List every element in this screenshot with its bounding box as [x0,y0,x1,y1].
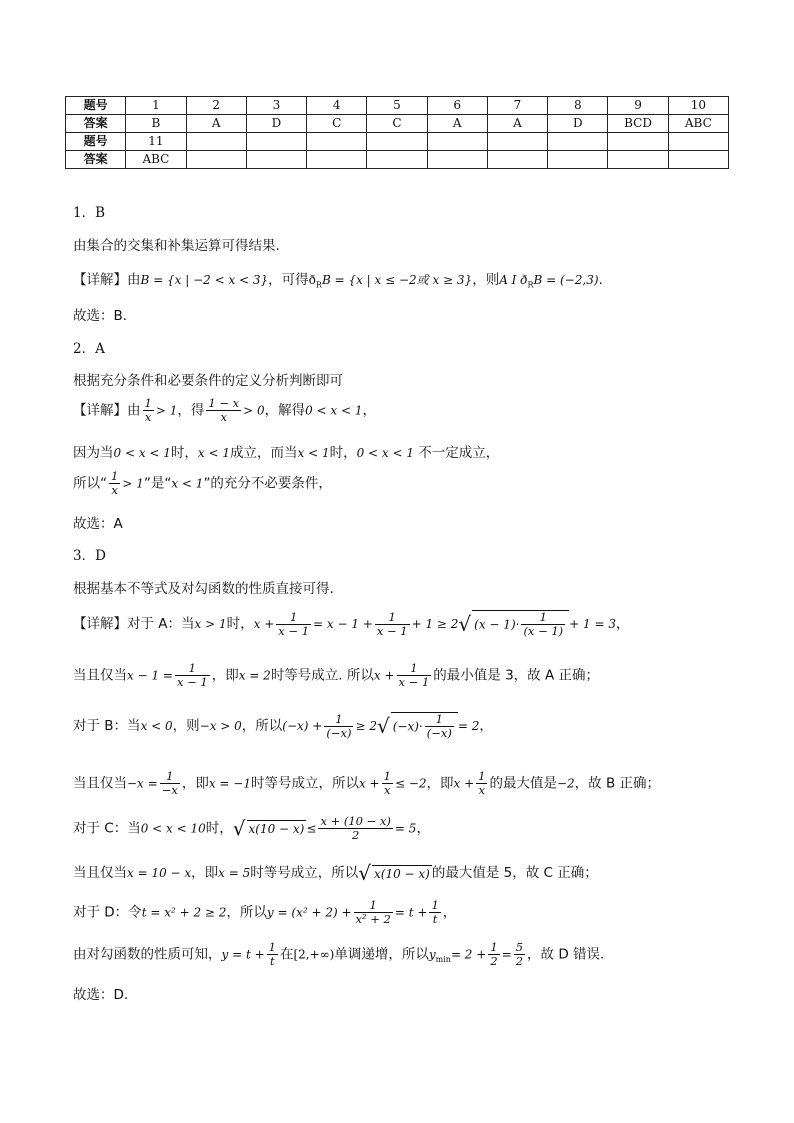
table-cell: B [126,115,186,133]
table-cell [548,151,608,169]
fraction [175,662,210,689]
math: x + [453,776,475,791]
q1-choose [73,304,136,324]
table-cell: A [186,115,246,133]
denominator: −x [161,783,178,797]
math: B = (−2,3) [533,273,599,287]
text: 时等号成立，所以 [250,865,359,881]
math: 0 < x < 10 [140,821,206,836]
q1-hint-text: 由集合的交集和补集运算可得结果. [73,238,280,254]
text: ，故 D 错误. [527,946,605,963]
sqrt-body [372,865,432,882]
q3-option-d-1 [73,899,456,926]
table-cell [246,151,306,169]
q3-option-a-1 [73,610,630,638]
table-cell: 8 [548,97,608,115]
table-cell: ABC [668,115,728,133]
q1-head-text: 1．B [73,205,106,221]
math: x = 2 [238,668,271,683]
numerator: x + (10 − x) [320,814,391,828]
fraction [143,397,154,424]
table-cell: 答案 [66,115,126,133]
fraction [324,713,353,740]
sqrt-icon: √ [358,861,372,885]
numerator: 1 [324,713,353,727]
text: 由对勾函数的性质可知， [73,946,222,963]
q3-hint-text: 根据基本不等式及对勾函数的性质直接可得. [73,581,334,597]
numerator: 1 [160,770,180,784]
table-cell [307,151,367,169]
q3-choose [73,983,128,1003]
numerator: 1 [144,396,152,410]
math: [2,+∞) [293,947,335,962]
table-cell: A [427,115,487,133]
fraction [429,899,440,926]
math: = 2 [457,719,480,733]
math: = 2 + [450,947,487,962]
table-cell [668,133,728,151]
math-sub: min [435,955,451,965]
math: 0 < x < 1 [356,446,414,460]
q3-hint [73,577,334,597]
table-cell: BCD [608,115,668,133]
math: x + [253,617,275,631]
q1-heading [73,201,105,221]
math: = x − 1 + [313,617,373,631]
numerator: 1 [383,769,391,783]
math: x(10 − x) [248,822,305,836]
fraction [514,941,525,968]
fraction [109,470,120,497]
text: ，所以 [241,718,283,734]
denominator: (−x) [326,725,352,740]
text: ， [362,402,377,419]
text: 时， [205,820,233,837]
table-cell: C [307,115,367,133]
math: + 1 = 3 [569,617,616,631]
text: ，则 [472,272,500,288]
table-cell: 题号 [66,97,126,115]
table-cell [186,133,246,151]
q3-option-d-2 [73,941,604,968]
fraction [276,611,311,638]
q3-option-c-1 [73,815,430,842]
q3-option-b-2 [73,770,660,797]
fraction [488,941,499,968]
denominator: x − 1 [278,623,310,638]
math: x = −1 [208,776,251,791]
text: 时， [329,445,357,461]
denominator: x − 1 [398,675,430,689]
math: x − 1 = [127,668,173,683]
math: −x > 0 [199,719,242,733]
text: 时等号成立. 所以 [270,667,374,684]
table-cell: 题号 [66,133,126,151]
text: 当且仅当 [73,775,127,792]
text: 由 [127,272,141,288]
text: 对于 C：当 [73,820,141,837]
math: x(10 − x) [374,866,430,881]
math: = 5 [394,821,417,836]
math: = [501,947,512,962]
math: x < 1 [197,446,230,460]
detail-label: 【详解】 [73,272,127,288]
q2-detail-2 [73,441,499,461]
text: 单调递增，所以 [334,946,429,963]
denominator: x [384,783,391,797]
table-cell: 10 [668,97,728,115]
q2-hint [73,369,343,389]
numerator: 1 [375,611,410,625]
numerator: 1 [397,662,432,676]
table-cell [186,151,246,169]
fraction [354,899,393,926]
denominator: x [478,783,486,797]
table-cell: 1 [126,97,186,115]
math: > 1 [155,403,178,418]
text: 由 [127,402,141,419]
text: ，所以 [226,904,267,921]
q2-choose [73,512,123,532]
math: x + [358,776,380,791]
fraction [318,815,392,842]
text: ，解得 [264,402,306,419]
denominator: (−x) [426,726,452,740]
fraction [160,770,180,797]
text: . [598,272,603,288]
text: 在 [279,946,294,963]
denominator: x − 1 [176,675,208,689]
choose-text: 故选：D. [73,987,129,1003]
text: 当且仅当 [73,865,127,881]
text: ，得 [177,402,205,419]
denominator: (x − 1) [523,624,564,638]
math: y = t + [221,947,265,962]
fraction [206,397,241,424]
denominator: x − 1 [376,623,408,638]
math: t = x² + 2 ≥ 2 [141,905,227,920]
fraction [375,611,410,638]
q3-heading [73,544,106,564]
text: ，即 [426,775,454,792]
text: 成立，而当 [230,445,298,461]
numerator: 1 [521,611,565,625]
q1-hint [73,234,280,254]
text: 当且仅当 [73,667,127,684]
math: −x = [127,776,158,791]
math-sub: R [315,280,322,290]
numerator: 1 [111,469,119,483]
text: 的最大值是 [489,775,557,792]
table-cell [608,133,668,151]
text: ，即 [191,865,219,881]
fraction [382,770,393,797]
fraction [267,941,278,968]
table-cell [548,133,608,151]
text: ， [616,616,630,632]
text: ，可得 [268,272,309,288]
denominator: t [270,954,275,968]
math: x < 0 [140,719,173,733]
fraction [476,770,487,797]
fraction [521,611,565,638]
table-cell: 5 [367,97,427,115]
math: x > 1 [194,617,227,631]
q2-hint-text: 根据充分条件和必要条件的定义分析判断即可 [73,373,343,389]
sqrt-body [472,610,569,638]
table-row [66,151,729,169]
table-row [66,133,729,151]
math: = t + [394,905,428,920]
table-cell: 11 [126,133,186,151]
denominator: 2 [515,954,524,968]
text: ，故 B 正确； [574,775,661,792]
q3-head-text: 3．D [73,548,106,564]
sqrt-body [247,820,307,837]
q2-detail-3 [73,470,332,497]
numerator: 5 [515,940,524,954]
math: x < 1 [297,446,330,460]
denominator: x [144,410,152,424]
table-cell: 4 [307,97,367,115]
table-cell [307,133,367,151]
numerator: 1 [490,940,498,954]
text: ， [442,904,457,921]
table-cell: D [548,115,608,133]
math: (x − 1)· [474,617,520,632]
table-cell: 6 [427,97,487,115]
q2-head-text: 2．A [73,341,105,357]
sqrt-icon: √ [376,714,390,738]
math: x = 5 [218,866,251,880]
table-cell: ABC [126,151,186,169]
table-cell: 9 [608,97,668,115]
math: ð [308,273,316,287]
numerator: 1 [478,769,486,783]
math: A I ð [499,273,528,287]
text: 时， [170,445,198,461]
text: ，即 [181,775,209,792]
text: 时等号成立，所以 [250,775,359,792]
text: ”的充分不必要条件， [203,475,332,492]
text: 不一定成立， [414,445,500,461]
numerator: 1 [276,611,311,625]
math: (−x)· [392,719,423,734]
math-sub: R [527,280,534,290]
fraction [397,662,432,689]
numerator: 1 − x [208,396,240,410]
fraction [425,713,454,740]
math: y [428,947,436,962]
numerator: 1 [268,940,276,954]
choose-text: 故选：A [73,516,123,532]
table-cell [668,151,728,169]
math: x < 1 [171,476,204,491]
denominator: 2 [352,828,360,842]
text: ，则 [172,718,200,734]
sqrt-body [391,712,458,740]
math: > 1 [122,476,144,491]
text: 因为当 [73,445,114,461]
table-cell [246,133,306,151]
q1-detail [73,268,603,290]
table-cell [367,151,427,169]
text: 所以“ [73,475,107,492]
math: + 1 ≥ 2 [411,617,459,631]
sqrt-icon: √ [458,612,472,636]
table-row [66,97,729,115]
table-cell: 2 [186,97,246,115]
table-cell [487,133,547,151]
text: 对于 A：当 [127,616,195,632]
denominator: t [432,912,438,926]
numerator: 1 [175,662,210,676]
math: ≤ −2 [394,776,427,791]
q3-option-c-2 [73,861,598,885]
table-row [66,115,729,133]
q2-detail-1 [73,397,376,424]
table-cell: 3 [246,97,306,115]
table-cell [608,151,668,169]
table-cell: 7 [487,97,547,115]
sqrt-icon: √ [232,816,246,841]
table-cell [427,133,487,151]
text: ， [479,718,493,734]
table-cell [427,151,487,169]
denominator: 2 [490,954,498,968]
text: ”是“ [143,475,172,492]
math: −2 [556,776,575,791]
denominator: x [111,483,118,497]
math: B = {x | −2 < x < 3} [140,273,269,287]
text: 对于 D：令 [73,904,142,921]
math: x = 10 − x [127,866,192,880]
denominator: x² + 2 [355,912,391,926]
q3-option-a-2 [73,662,599,689]
table-cell: 答案 [66,151,126,169]
detail-label: 【详解】 [73,402,127,419]
numerator: 1 [354,899,393,913]
numerator: 1 [425,713,454,727]
table-cell: A [487,115,547,133]
math: ≥ 2 [355,719,377,733]
table-cell [367,133,427,151]
math: (−x) + [282,719,323,733]
q3-option-b-1 [73,712,493,740]
numerator: 1 [431,898,439,912]
table-cell: D [246,115,306,133]
math: > 0 [243,403,265,418]
detail-label: 【详解】 [73,616,127,632]
text: 对于 B：当 [73,718,141,734]
text: 的最大值是 5，故 C 正确； [431,865,598,881]
text: ，即 [211,667,239,684]
q2-heading [73,337,105,357]
denominator: x [220,410,227,424]
table-cell [487,151,547,169]
table-cell: C [367,115,427,133]
text: ， [416,820,430,837]
math: 0 < x < 1 [113,446,171,460]
math: ≤ [306,821,317,836]
math: B = {x | x ≤ −2或 x ≥ 3} [321,273,473,287]
text: 时， [226,616,254,632]
math: y = (x² + 2) + [266,905,352,920]
choose-text: 故选：B． [73,308,137,324]
math: x + [373,668,395,683]
math: 0 < x < 1 [305,403,363,418]
answer-table [65,96,729,169]
text: 的最小值是 3，故 A 正确； [433,667,599,684]
